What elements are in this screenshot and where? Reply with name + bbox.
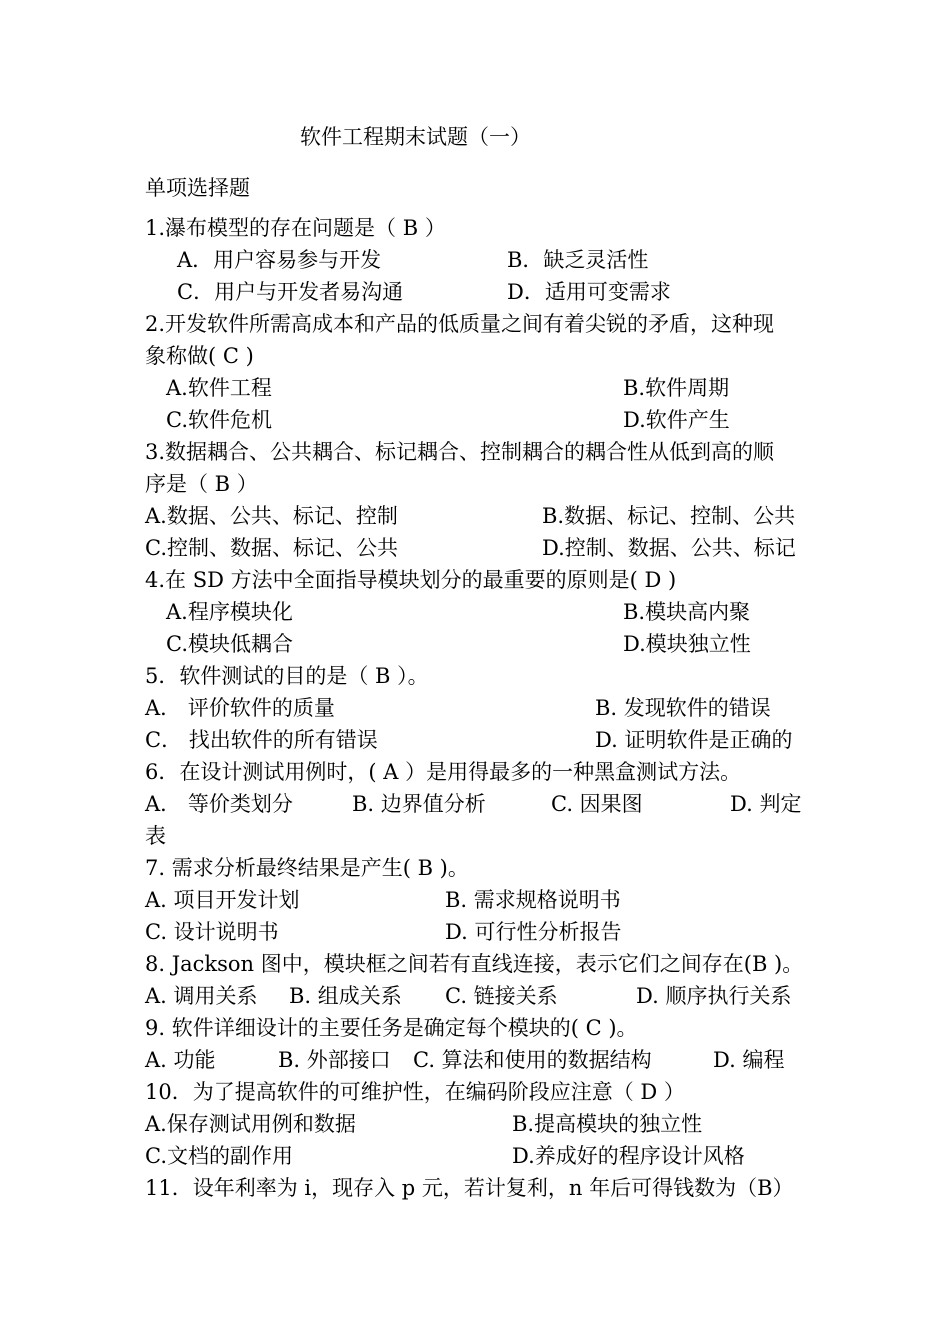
answer-option: D.模块独立性 [623,632,751,656]
answer-option: A. 调用关系 [145,984,258,1008]
answer-option: B．缺乏灵活性 [507,248,649,272]
answer-option: C．用户与开发者易沟通 [177,280,404,304]
question-line: 3.数据耦合、公共耦合、标记耦合、控制耦合的耦合性从低到高的顺 [145,440,775,464]
answer-option: A． 等价类划分 [145,792,293,816]
question-line: 象称做( C ) [145,344,254,368]
answer-option: A． 评价软件的质量 [145,696,335,720]
answer-option: C. 设计说明书 [145,920,279,944]
answer-option: C.文档的副作用 [145,1144,293,1168]
answer-option: C. 算法和使用的数据结构 [413,1048,652,1072]
question-line: 8. Jackson 图中，模块框之间若有直线连接，表示它们之间存在(B )。 [145,952,804,976]
answer-option: D.控制、数据、公共、标记 [542,536,796,560]
answer-option: C.软件危机 [166,408,272,432]
question-line: 4.在 SD 方法中全面指导模块划分的最重要的原则是( D ) [145,568,677,592]
answer-option: D. 编程 [713,1048,785,1072]
answer-option: B.模块高内聚 [623,600,751,624]
answer-option: C.控制、数据、标记、公共 [145,536,398,560]
answer-option: B. 发现软件的错误 [595,696,771,720]
answer-option: A.保存测试用例和数据 [145,1112,356,1136]
question-line: 5．软件测试的目的是（ B ）。 [145,664,429,688]
answer-option: B.提高模块的独立性 [512,1112,703,1136]
answer-option: C. 因果图 [551,792,643,816]
answer-option: B. 外部接口 [278,1048,391,1072]
answer-option: B.软件周期 [623,376,730,400]
question-line: 6．在设计测试用例时，( A ）是用得最多的一种黑盒测试方法。 [145,760,742,784]
answer-option: D.软件产生 [623,408,730,432]
question-line: 序是（ B ） [145,472,258,496]
answer-option: C.模块低耦合 [166,632,293,656]
answer-option: D．适用可变需求 [507,280,671,304]
answer-option: A.软件工程 [166,376,272,400]
answer-option: A. 项目开发计划 [145,888,300,912]
question-line: 10．为了提高软件的可维护性，在编码阶段应注意（ D ） [145,1080,685,1104]
answer-option: C． 找出软件的所有错误 [145,728,378,752]
answer-option: A.数据、公共、标记、控制 [145,504,398,528]
answer-option: A. 功能 [145,1048,216,1072]
answer-option: D. 顺序执行关系 [636,984,792,1008]
question-line: 9. 软件详细设计的主要任务是确定每个模块的( C )。 [145,1016,638,1040]
question-line: 表 [145,824,166,848]
question-line: 7. 需求分析最终结果是产生( B )。 [145,856,469,880]
question-line: 1.瀑布模型的存在问题是（ B ） [145,216,446,240]
answer-option: C. 链接关系 [445,984,558,1008]
answer-option: D. 判定 [730,792,802,816]
page-title: 软件工程期末试题（一） [300,125,531,149]
question-line: 2.开发软件所需高成本和产品的低质量之间有着尖锐的矛盾，这种现 [145,312,775,336]
answer-option: B.数据、标记、控制、公共 [542,504,796,528]
answer-option: B. 边界值分析 [352,792,486,816]
answer-option: A．用户容易参与开发 [177,248,382,272]
answer-option: A.程序模块化 [166,600,293,624]
question-line: 11．设年利率为 i，现存入 p 元，若计复利，n 年后可得钱数为（B） [145,1176,794,1200]
answer-option: D. 证明软件是正确的 [595,728,793,752]
section-heading: 单项选择题 [145,176,250,200]
answer-option: D. 可行性分析报告 [445,920,622,944]
answer-option: B. 需求规格说明书 [445,888,621,912]
answer-option: B. 组成关系 [289,984,402,1008]
answer-option: D.养成好的程序设计风格 [512,1144,745,1168]
